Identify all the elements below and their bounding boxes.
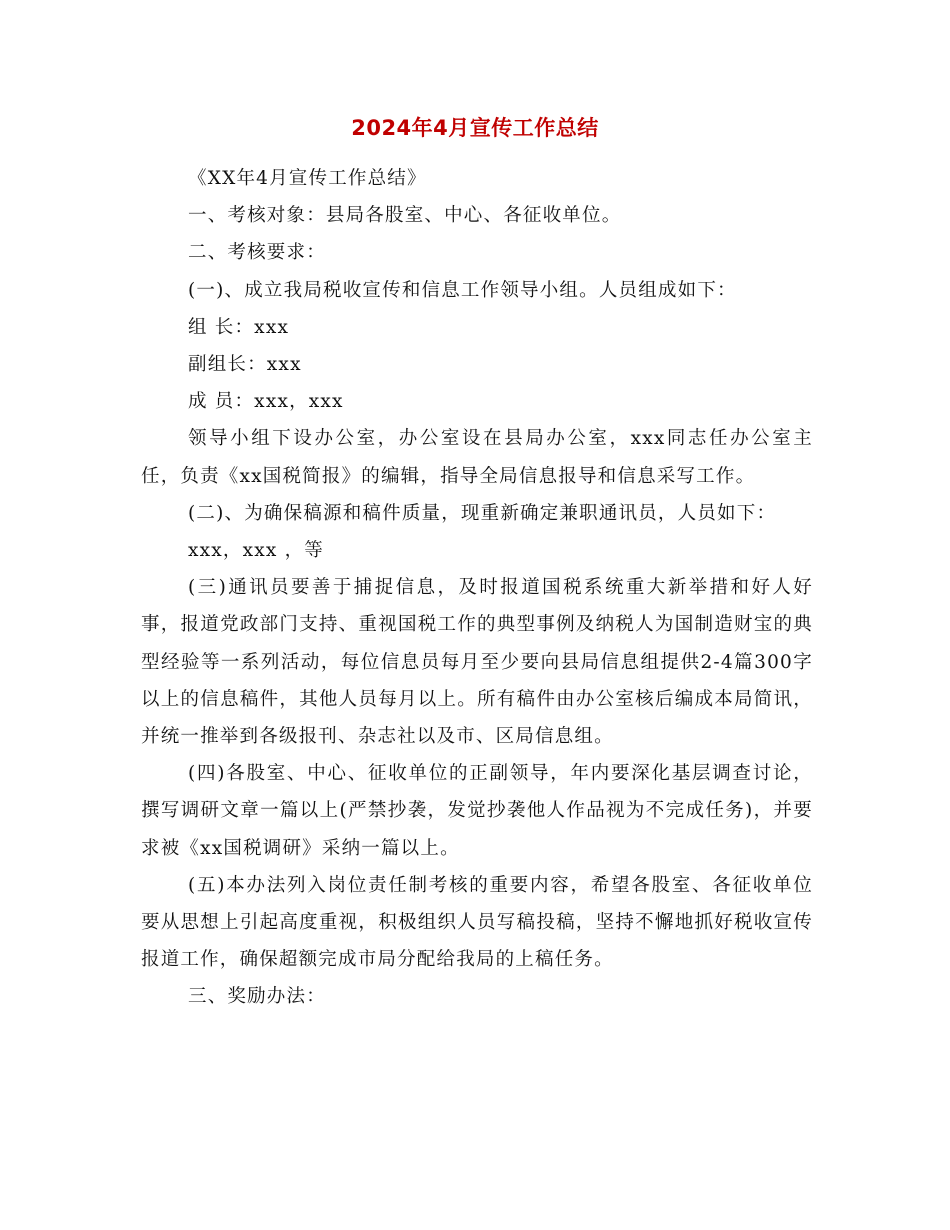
paragraph-item-5: (五)本办法列入岗位责任制考核的重要内容，希望各股室、各征收单位要从思想上引起高度重视，积极组织人员写稿投稿，坚持不懈地抓好税收宣传报道工作，确保超额完成市局分配给我局的上稿任务。 [141, 874, 813, 971]
paragraph-office: 领导小组下设办公室，办公室设在县局办公室，xxx同志任办公室主任，负责《xx国税简报》的编辑，指导全局信息报导和信息采写工作。 [141, 428, 813, 487]
paragraph-leader: 组 长：xxx [188, 316, 290, 338]
paragraph-members: 成 员：xxx，xxx [188, 391, 344, 413]
paragraph-assessment-target: 一、考核对象：县局各股室、中心、各征收单位。 [188, 205, 622, 227]
paragraph-item-2: (二)、为确保稿源和稿件质量，现重新确定兼职通讯员，人员如下： [188, 502, 777, 524]
document-body [141, 160, 813, 1016]
paragraph-doc-name: 《XX年4月宣传工作总结》 [188, 168, 427, 189]
paragraph-deputy-leader: 副组长：xxx [188, 354, 302, 376]
paragraph-item-1: (一)、成立我局税收宣传和信息工作领导小组。人员组成如下： [188, 279, 737, 301]
document-title: 2024年4月宣传工作总结 [351, 116, 599, 140]
paragraph-rewards: 三、奖励办法： [188, 986, 326, 1008]
paragraph-assessment-requirements: 二、考核要求： [188, 242, 326, 264]
paragraph-item-3: (三)通讯员要善于捕捉信息，及时报道国税系统重大新举措和好人好事，报道党政部门支持、重视国税工作的典型事例及纳税人为国制造财宝的典型经验等一系列活动，每位信息员每月至少要向县局信息组提供2-4篇300字以上的信息稿件，其他人员每月以上。所有稿件由办公室核后编成本局简讯，并统一推举到各级报刊、杂志社以及市、区局信息组。 [141, 577, 813, 748]
paragraph-correspondents: xxx，xxx ，等 [188, 540, 324, 562]
paragraph-item-4: (四)各股室、中心、征收单位的正副领导，年内要深化基层调查讨论，撰写调研文章一篇以上(严禁抄袭，发觉抄袭他人作品视为不完成任务)，并要求被《xx国税调研》采纳一篇以上。 [141, 763, 813, 859]
